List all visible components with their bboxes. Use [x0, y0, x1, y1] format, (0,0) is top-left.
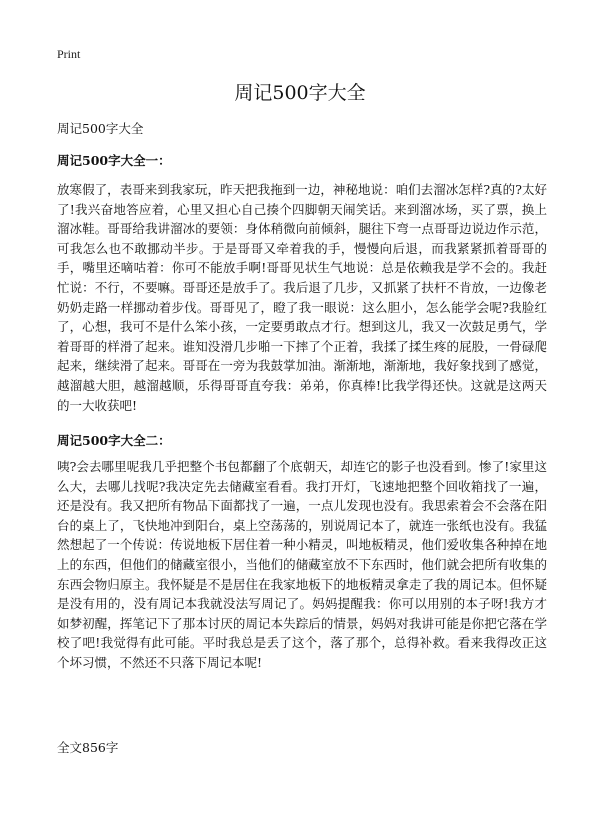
section-heading-2: 周记500字大全二：: [57, 433, 171, 448]
page-title: 周记500字大全: [234, 82, 366, 104]
section-heading-1: 周记500字大全一：: [57, 153, 171, 168]
section-body-2: 咦?会去哪里呢我几乎把整个书包都翻了个底朝天，却连它的影子也没看到。惨了!家里这么大，去哪儿找呢?我决定先去储藏室看看。我打开灯，飞速地把整个回收箱找了一遍，还是没有。我又把所有物品下面都找了一遍，一点儿发现也没有。我思索着会不会落在阳台的桌上了，飞快地冲到阳台，桌上空荡荡的，别说周记本了，就连一张纸也没有。我猛然想起了一个传说：传说地板下居住着一种小精灵，叫地板精灵，他们爱收集各种掉在地上的东西，但他们的储藏室很小，当他们的储藏室放不下东西时，他们就会把所有收集的东西会物归原主。我怀疑是不是居住在我家地板下的地板精灵拿走了我的周记本。但怀疑是没有用的，没有周记本我就没法写周记了。妈妈提醒我：你可以用别的本子呀!我方才如梦初醒，挥笔记下了那本讨厌的周记本失踪后的情景，妈妈对我讲可能是你把它落在学校了吧!我觉得有此可能。平时我总是丢了这个，落了那个，总得补救。看来我得改正这个坏习惯，不然还不只落下周记本呢!: [57, 459, 547, 670]
word-count: 全文856字: [57, 740, 119, 755]
section-body-1: 放寒假了，表哥来到我家玩，昨天把我拖到一边，神秘地说：咱们去溜冰怎样?真的?太好了!我兴奋地答应着，心里又担心自己揍个四脚朝天闹笑话。来到溜冰场，买了票，换上溜冰鞋。哥哥给我讲溜冰的要领：身体稍微向前倾斜，腿往下弯一点哥哥边说边作示范，可我怎么也不敢挪动半步。于是哥哥又牵着我的手，慢慢向后退，而我紧紧抓着哥哥的手，嘴里还嘀咕着：你可不能放手啊!哥哥见状生气地说：总是依赖我是学不会的。我赶忙说：不行，不要嘛。哥哥还是放手了。我后退了几步，又抓紧了扶杆不肯放，一边像老奶奶走路一样挪动着步伐。哥哥见了，瞪了我一眼说：这么胆小，怎么能学会呢?我脸红了，心想，我可不是什么笨小孩，一定要勇敢点才行。想到这儿，我又一次鼓足勇气，学着哥哥的样滑了起来。谁知没滑几步啪一下摔了个正着，我揉了揉生疼的屁股，一骨碌爬起来，继续滑了起来。哥哥在一旁为我鼓掌加油。渐渐地，渐渐地，我好象找到了感觉，越溜越大胆，越溜越顺，乐得哥哥直夸我：弟弟，你真棒!比我学得还快。这就是这两天的一大收获吧!: [57, 182, 547, 413]
document-subtitle: 周记500字大全: [57, 121, 144, 136]
print-label: Print: [57, 47, 81, 61]
